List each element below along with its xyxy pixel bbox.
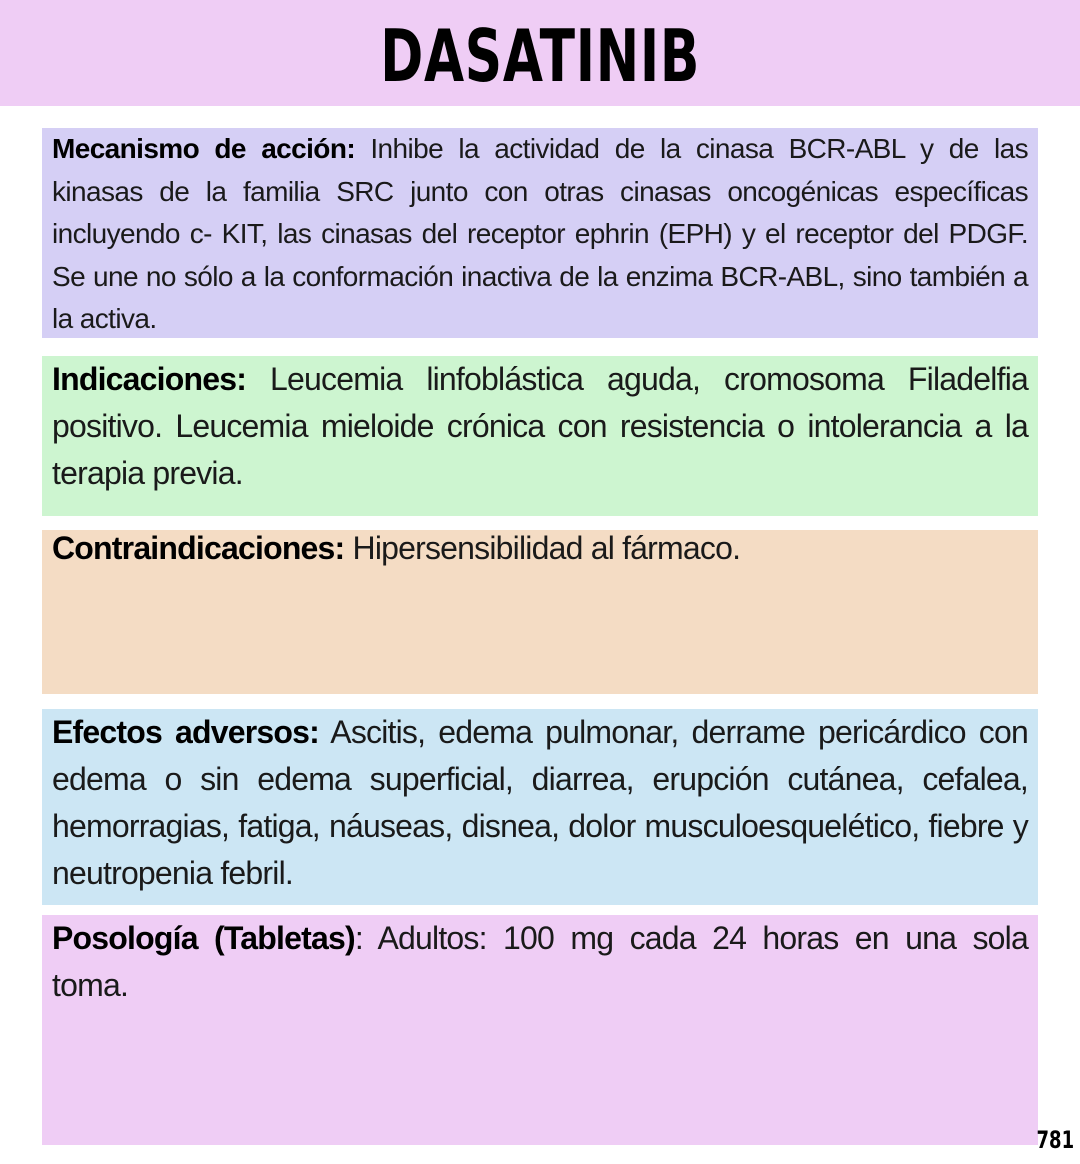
- indicaciones-paragraph: [52, 356, 1028, 497]
- title-banner: [0, 0, 1080, 106]
- indicaciones-text: Leucemia linfoblástica aguda, cromosoma Filadelfia positivo. Leucemia mieloide crónica con resistencia o intolerancia a la terapia previa.: [52, 361, 1028, 491]
- efectos-paragraph: [52, 709, 1028, 897]
- section-indicaciones: [42, 356, 1038, 516]
- drug-title: DASATINIB: [380, 14, 700, 98]
- posologia-text: : Adultos: 100 mg cada 24 horas en una sola toma.: [52, 920, 1028, 1003]
- contraindicaciones-text: Hipersensibilidad al fármaco.: [344, 530, 741, 566]
- posologia-label: Posología (Tabletas): [52, 920, 355, 956]
- mecanismo-text: Inhibe la actividad de la cinasa BCR-ABL y de las kinasas de la familia SRC junto con otras cinasas oncogénicas específicas incluyendo c- KIT, las cinasas del receptor ephrin (EPH) y el receptor del PDGF. Se une no sólo a la conformación inactiva de la enzima BCR-ABL, sino también a la activa.: [52, 133, 1028, 334]
- efectos-label: Efectos adversos:: [52, 714, 320, 750]
- posologia-paragraph: [52, 915, 1028, 1009]
- section-contraindicaciones: [42, 530, 1038, 694]
- section-efectos-adversos: [42, 709, 1038, 905]
- efectos-text: Ascitis, edema pulmonar, derrame pericárdico con edema o sin edema superficial, diarrea, erupción cutánea, cefalea, hemorragias, fatiga, náuseas, disnea, dolor musculoesquelético, fiebre y neutropenia febril.: [52, 714, 1028, 891]
- section-mecanismo-de-accion: [42, 128, 1038, 338]
- section-posologia: [42, 915, 1038, 1145]
- contraindicaciones-paragraph: [52, 530, 1028, 566]
- indicaciones-label: Indicaciones:: [52, 361, 247, 397]
- page-number: 781: [1036, 1126, 1074, 1154]
- mecanismo-label: Mecanismo de acción:: [52, 133, 356, 164]
- contraindicaciones-label: Contraindicaciones:: [52, 530, 345, 566]
- mecanismo-paragraph: [52, 128, 1028, 341]
